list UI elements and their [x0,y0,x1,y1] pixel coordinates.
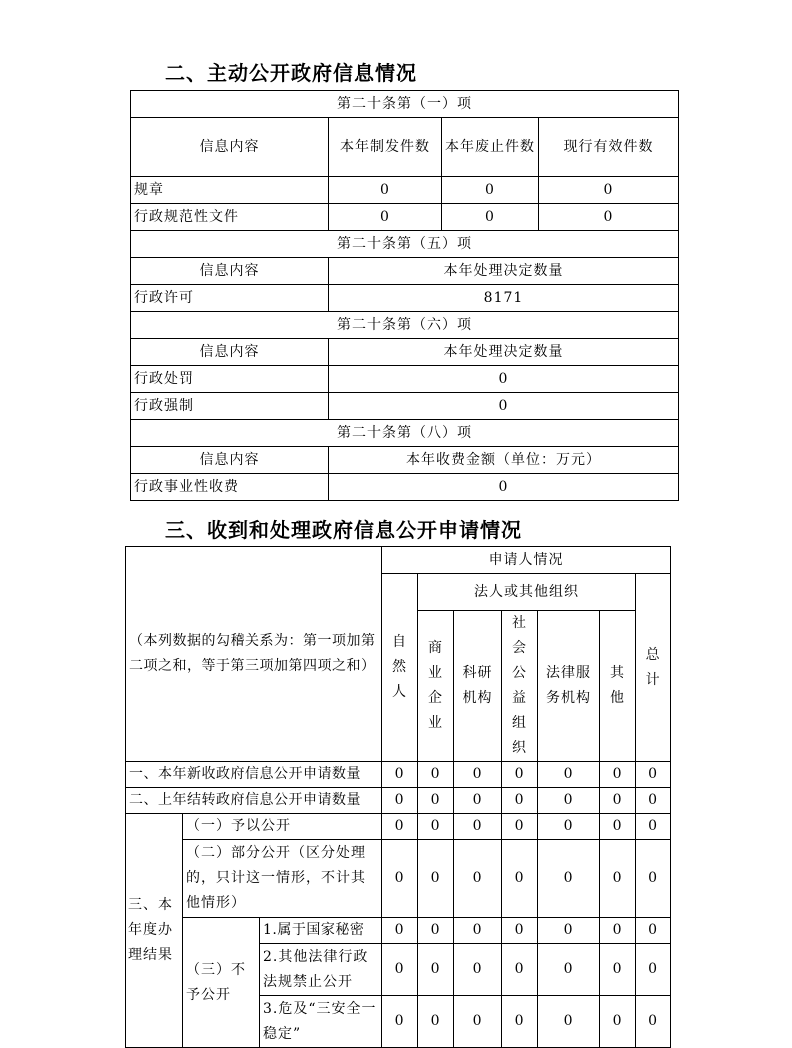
cell: 0 [418,788,454,814]
cell: 0 [538,814,600,840]
cell: 0 [454,840,502,918]
cell: 0 [454,762,502,788]
application-table [125,546,671,1048]
header-valid: 现行有效件数 [539,118,679,177]
row-name: 行政处罚 [131,366,329,393]
col-legal-service: 法律服务机构 [538,611,600,762]
cell: 0 [600,788,636,814]
cell: 0 [600,996,636,1048]
cell-value: 0 [329,474,679,501]
header-content: 信息内容 [131,258,329,285]
cell: 0 [382,788,418,814]
cell: 0 [600,840,636,918]
cell: 0 [538,918,600,944]
col-public-welfare: 社会公益组织 [502,611,538,762]
total-header: 总计 [636,574,671,762]
cell: 0 [502,814,538,840]
cell: 0 [382,944,418,996]
cell-value: 0 [329,366,679,393]
cell: 0 [636,788,671,814]
row-results-label: 三、本年度办理结果 [126,814,183,1048]
cell: 0 [600,814,636,840]
row-partial-label: （二）部分公开（区分处理的，只计这一情形，不计其他情形） [183,840,382,918]
cell: 0 [502,762,538,788]
art20-8-title: 第二十条第（八）项 [131,420,679,447]
header-count: 本年处理决定数量 [329,258,679,285]
cell: 0 [636,762,671,788]
applicant-header: 申请人情况 [382,547,671,574]
cell: 0 [382,996,418,1048]
natural-person-header: 自然人 [382,574,418,762]
cell: 0 [418,762,454,788]
cell: 0 [538,788,600,814]
cell: 0 [636,840,671,918]
cell: 0 [502,918,538,944]
cell-valid: 0 [539,177,679,204]
header-amount: 本年收费金额（单位：万元） [329,447,679,474]
row-carryover-label: 二、上年结转政府信息公开申请数量 [126,788,382,814]
col-commercial: 商业企业 [418,611,454,762]
row-new-label: 一、本年新收政府信息公开申请数量 [126,762,382,788]
row-three-security-label: 3.危及“三安全一稳定” [260,996,382,1048]
cell: 0 [636,944,671,996]
cell-issued: 0 [329,204,442,231]
cell: 0 [502,840,538,918]
cell: 0 [418,918,454,944]
header-content: 信息内容 [131,118,329,177]
header-content: 信息内容 [131,447,329,474]
col-research: 科研机构 [454,611,502,762]
section-2-heading: 二、主动公开政府信息情况 [165,61,417,85]
cell: 0 [418,814,454,840]
proactive-disclosure-table [130,90,679,501]
cell: 0 [538,762,600,788]
row-state-secret-label: 1.属于国家秘密 [260,918,382,944]
row-name: 行政许可 [131,285,329,312]
cell-abolished: 0 [442,204,539,231]
cell-issued: 0 [329,177,442,204]
cell: 0 [636,814,671,840]
cell: 0 [502,788,538,814]
row-name: 行政事业性收费 [131,474,329,501]
cell: 0 [600,762,636,788]
cell: 0 [636,996,671,1048]
cell: 0 [454,814,502,840]
cell: 0 [382,840,418,918]
note-cell: （本列数据的勾稽关系为：第一项加第二项之和，等于第三项加第四项之和） [126,547,382,762]
row-name: 行政规范性文件 [131,204,329,231]
section-3-heading: 三、收到和处理政府信息公开申请情况 [165,518,522,542]
row-name: 规章 [131,177,329,204]
art20-1-title: 第二十条第（一）项 [131,91,679,118]
header-count: 本年处理决定数量 [329,339,679,366]
cell-value: 8171 [329,285,679,312]
col-other: 其他 [600,611,636,762]
cell: 0 [454,918,502,944]
legal-entity-header: 法人或其他组织 [418,574,636,611]
cell: 0 [538,944,600,996]
header-issued: 本年制发件数 [329,118,442,177]
cell: 0 [382,918,418,944]
cell: 0 [600,944,636,996]
cell: 0 [538,840,600,918]
cell-valid: 0 [539,204,679,231]
cell: 0 [382,762,418,788]
art20-6-title: 第二十条第（六）项 [131,312,679,339]
row-law-prohibited-label: 2.其他法律行政法规禁止公开 [260,944,382,996]
cell: 0 [600,918,636,944]
row-name: 行政强制 [131,393,329,420]
cell: 0 [502,996,538,1048]
header-abolished: 本年废止件数 [442,118,539,177]
cell-abolished: 0 [442,177,539,204]
cell: 0 [418,944,454,996]
cell: 0 [418,840,454,918]
cell: 0 [454,944,502,996]
cell: 0 [418,996,454,1048]
row-not-disclose-label: （三）不予公开 [183,918,260,1048]
cell: 0 [454,788,502,814]
cell: 0 [454,996,502,1048]
header-content: 信息内容 [131,339,329,366]
cell: 0 [636,918,671,944]
cell: 0 [502,944,538,996]
art20-5-title: 第二十条第（五）项 [131,231,679,258]
row-disclose-label: （一）予以公开 [183,814,382,840]
cell: 0 [538,996,600,1048]
cell: 0 [382,814,418,840]
cell-value: 0 [329,393,679,420]
